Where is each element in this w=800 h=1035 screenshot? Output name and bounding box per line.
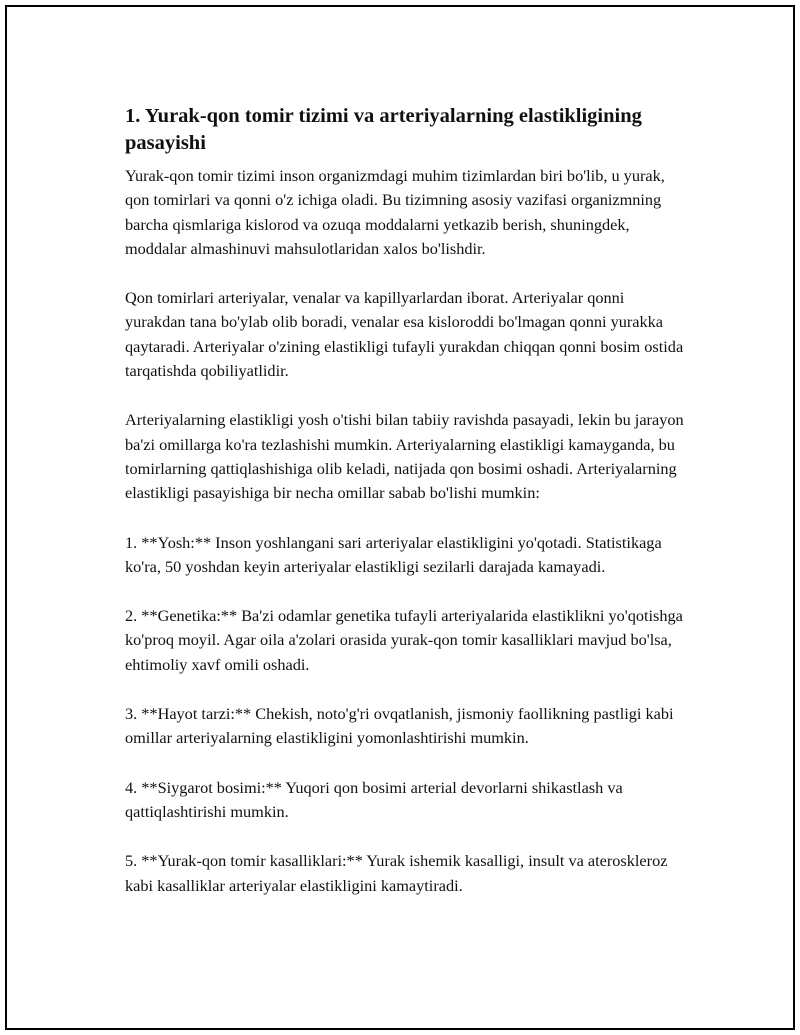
list-item-diseases: 5. **Yurak-qon tomir kasalliklari:** Yurak ishemik kasalligi, insult va ateroskleroz kabi kasalliklar arteriyalar elastikligini kamaytiradi. [125, 851, 668, 895]
list-item-age: 1. **Yosh:** Inson yoshlangani sari arteriyalar elastikligini yo'qotadi. Statistikaga ko'ra, 50 yoshdan keyin arteriyalar elastikligi sezilarli darajada kamayadi. [125, 532, 662, 576]
page-frame [5, 5, 795, 1030]
document-body [125, 103, 685, 923]
document-title: 1. Yurak-qon tomir tizimi va arteriyalarning elastikligining pasayishi [125, 105, 642, 154]
list-item-pressure: 4. **Siygarot bosimi:** Yuqori qon bosimi arterial devorlarni shikastlash va qattiqlashtirishi mumkin. [125, 777, 623, 821]
paragraph-vessels: Qon tomirlari arteriyalar, venalar va kapillyarlardan iborat. Arteriyalar qonni yurakdan tana bo'ylab olib boradi, venalar esa kisloroddi bo'lmagan qonni yurakka qaytaradi. Arteriyalar o'zining elastikligi tufayli yurakdan chiqqan qonni bosim ostida tarqatishda qobiliyatlidir. [125, 288, 684, 381]
list-item-genetics: 2. **Genetika:** Ba'zi odamlar genetika tufayli arteriyalarida elastiklikni yo'qotishga ko'proq moyil. Agar oila a'zolari orasida yurak-qon tomir kasalliklari mavjud bo'lsa, ehtimoliy xavf omili oshadi. [125, 606, 683, 674]
paragraph-elasticity: Arteriyalarning elastikligi yosh o'tishi bilan tabiiy ravishda pasayadi, lekin bu jarayon ba'zi omillarga ko'ra tezlashishi mumkin. Arteriyalarning elastikligi kamayganda, bu tomirlarning qattiqlashishiga olib keladi, natijada qon bosimi oshadi. Arteriyalarning elastikligi pasayishiga bir necha omillar sabab bo'lishi mumkin: [125, 410, 684, 503]
paragraph-intro: Yurak-qon tomir tizimi inson organizmdagi muhim tizimlardan biri bo'lib, u yurak, qon tomirlari va qonni o'z ichiga oladi. Bu tizimning asosiy vazifasi organizmning barcha qismlariga kislorod va ozuqa moddalarni yetkazib berish, shuningdek, moddalar almashinuvi mahsulotlaridan xalos bo'lishdir. [125, 166, 665, 258]
list-item-lifestyle: 3. **Hayot tarzi:** Chekish, noto'g'ri ovqatlanish, jismoniy faollikning pastligi kabi omillar arteriyalarning elastikligini yomonlashtirishi mumkin. [125, 704, 674, 748]
